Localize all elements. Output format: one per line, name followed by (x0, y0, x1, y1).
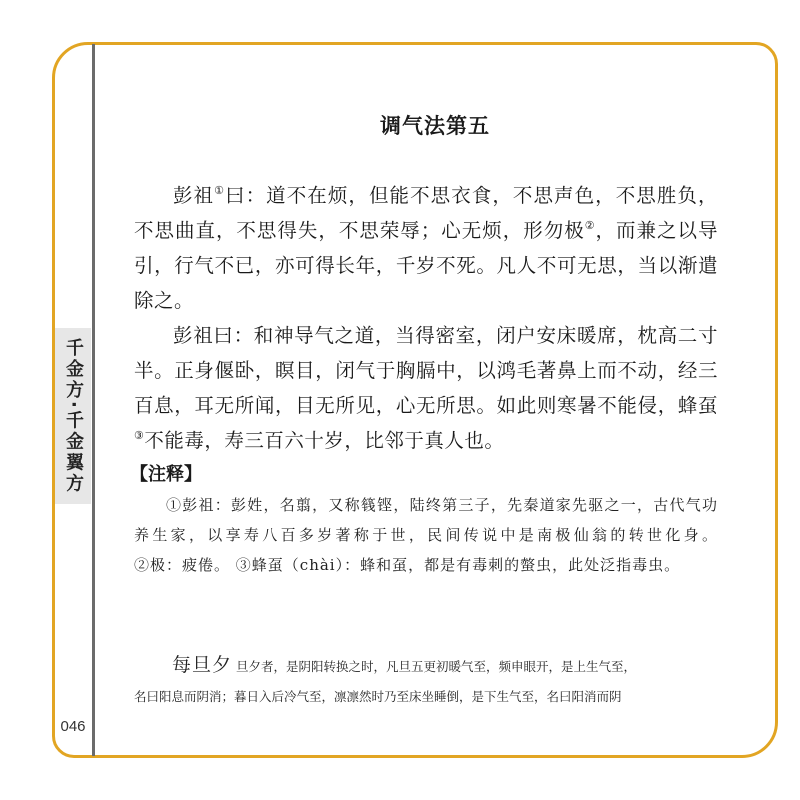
p1-text-a: 曰：道不在烦，但能不思衣食，不思声色，不思胜负，不思曲直，不思得失，不思荣辱；心无烦，形勿极 (134, 184, 718, 242)
paragraph-2 (134, 318, 718, 458)
page-number: 046 (60, 718, 86, 735)
notes-body (134, 490, 718, 580)
main-text (130, 178, 718, 580)
p2-tail: 不能毒，寿三百六十岁，比邻于真人也。 (144, 429, 505, 452)
footnote-mark-2: ② (584, 219, 596, 232)
next-section-preview (134, 650, 720, 712)
footer-line-2: 名曰阳息而阴消；暮日入后冷气至，凛凛然时乃至床坐睡倒，是下生气至，名曰阳消而阴 (134, 689, 622, 704)
footer-text-1: 旦夕者，是阴阳转换之时，凡旦五更初暖气至，频申眼开，是上生气至， (236, 659, 637, 674)
p2-text: 彭祖曰：和神导气之道，当得密室，闭户安床暖席，枕高二寸半。正身偃卧，瞑目，闭气于胸膈中，以鸿毛著鼻上而不动，经三百息，耳无所闻，目无所见，心无所思。如此则寒暑不能侵，蜂虿 (134, 324, 718, 417)
footnote-mark-3: ③ (134, 429, 145, 442)
note-1: ①彭祖：彭姓，名翦，又称篯铿，陆终第三子，先秦道家先驱之一，古代气功养生家，以享寿八百多岁著称于世，民间传说中是南极仙翁的转世化身。 (134, 496, 718, 544)
next-section-title: 每旦夕 (172, 654, 233, 676)
footnote-mark-1: ① (214, 184, 226, 197)
note-3: ③蜂虿（chài）：蜂和虿，都是有毒刺的螫虫，此处泛指毒虫。 (235, 556, 681, 574)
p1-lead: 彭祖 (173, 184, 215, 207)
book-title-tab (55, 328, 91, 504)
note-2: ②极：疲倦。 (134, 556, 231, 574)
section-title: 调气法第五 (380, 114, 490, 138)
footer-line-1 (172, 650, 720, 682)
book-title: 千金方·千金翼方 (63, 337, 84, 495)
notes-heading: 【注释】 (130, 464, 202, 485)
margin-rule (92, 44, 95, 756)
paragraph-1 (134, 178, 718, 318)
p1-text-b: ，而兼之以导引，行气不已，亦可得长年，千岁不死。凡人不可无思，当以渐遣除之。 (134, 219, 718, 312)
